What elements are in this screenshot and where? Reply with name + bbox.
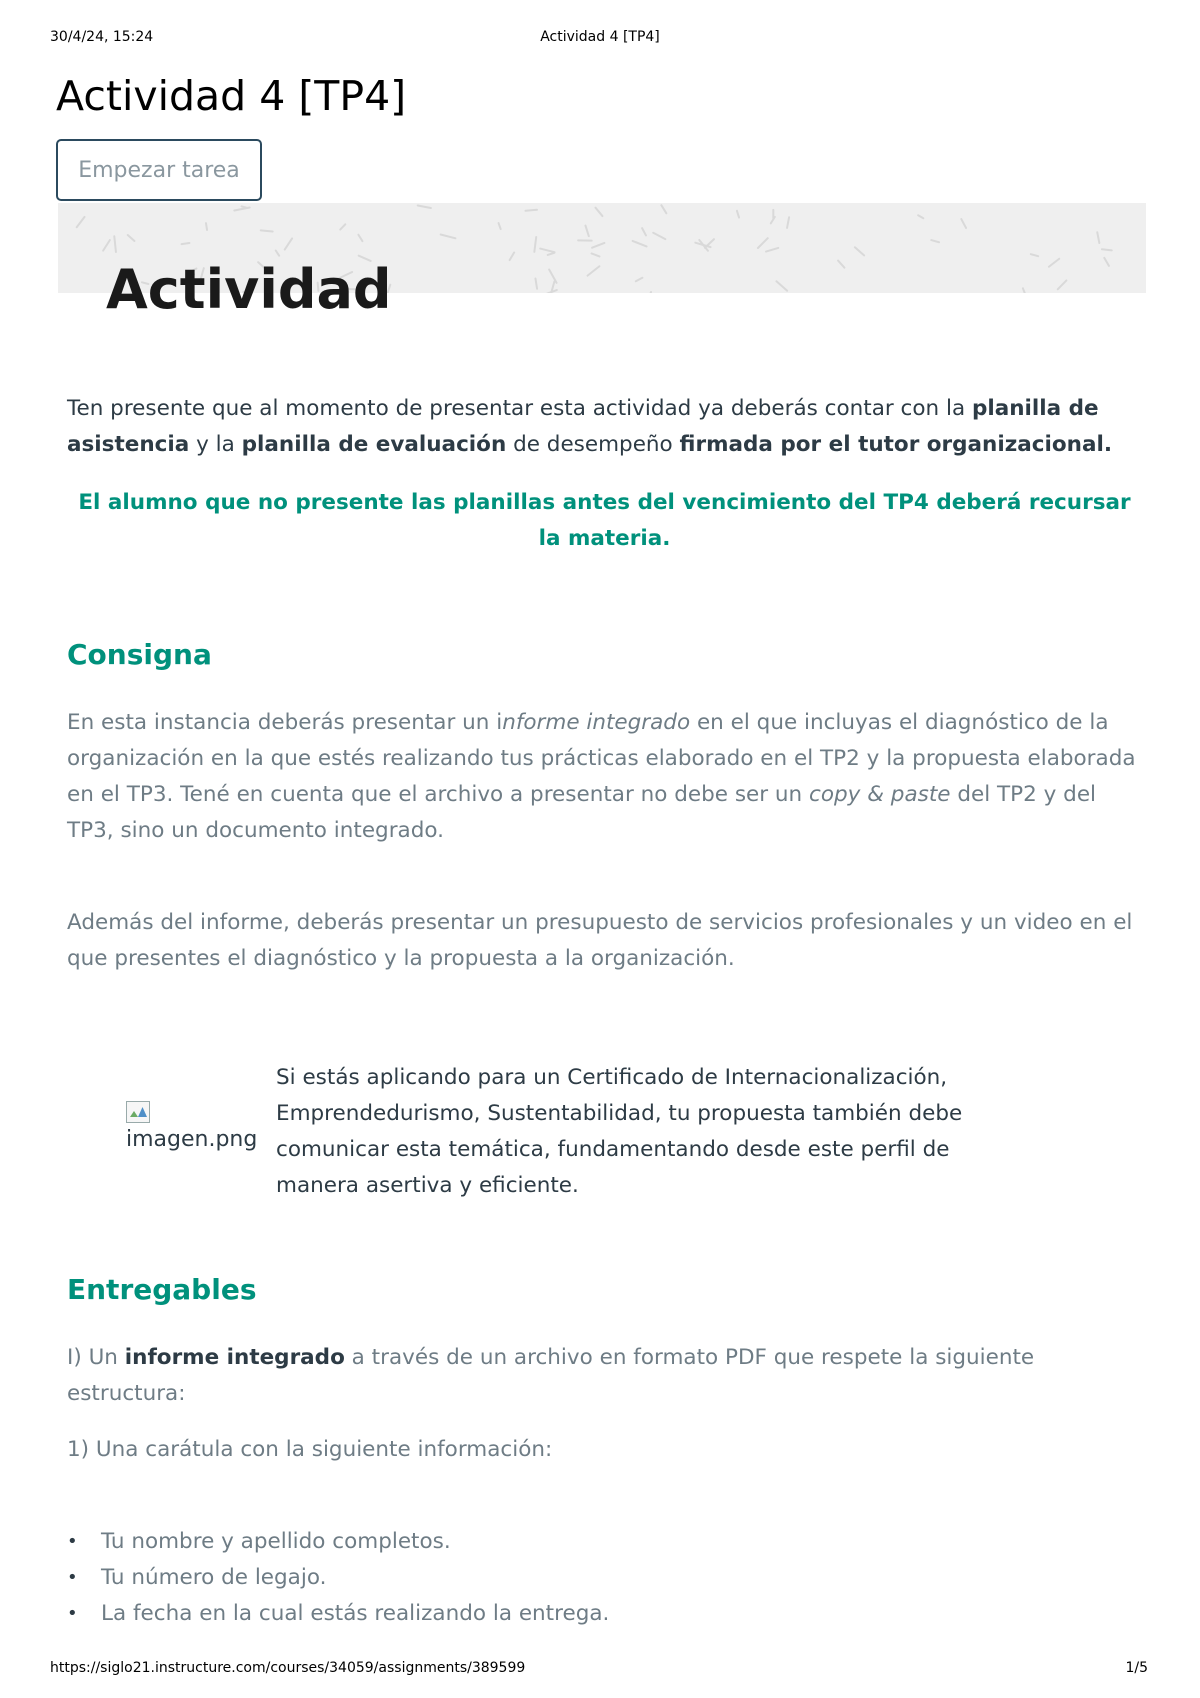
banner-dash (595, 208, 602, 216)
banner-dash (585, 226, 588, 237)
banner-dash (441, 235, 456, 239)
image-alt-text: imagen.png (126, 1127, 258, 1152)
banner-dash (918, 215, 923, 218)
banner-dash (592, 243, 604, 248)
banner-dash (103, 240, 110, 251)
cover-page-requirements-list (67, 1524, 609, 1632)
banner-dash (261, 230, 273, 231)
print-page-number: 1/5 (1125, 1660, 1148, 1676)
entregables-heading: Entregables (67, 1273, 257, 1306)
banner-dash (838, 261, 844, 268)
banner-dash (737, 211, 739, 218)
print-datetime: 30/4/24, 15:24 (50, 29, 154, 45)
banner-dash (766, 248, 778, 252)
broken-image-icon (126, 1101, 150, 1123)
banner-dash (535, 278, 537, 288)
banner-dash (510, 253, 515, 261)
banner-dash (661, 205, 666, 213)
banner-dash (961, 219, 966, 228)
banner-dash (285, 238, 292, 249)
banner-dash (758, 238, 768, 248)
banner-dash (776, 281, 787, 290)
banner-dash (418, 205, 431, 208)
banner-dash (636, 278, 643, 282)
intro-paragraph: Ten presente que al momento de presentar esta actividad ya deberás contar con la planilla de asistencia y la planilla de evaluación de desempeño firmada por el tutor organizacional. (67, 396, 1112, 457)
banner-dash (549, 269, 556, 282)
entregables-paragraph-2: 1) Una carátula con la siguiente información: (67, 1437, 553, 1462)
banner-dash (548, 253, 555, 255)
banner-dash (340, 224, 345, 229)
banner-dash (588, 266, 600, 275)
banner-dash (128, 235, 135, 241)
banner-dash (242, 206, 248, 208)
banner-dash (645, 292, 651, 293)
banner-dash (642, 228, 646, 235)
list-item: • Tu número de legajo. (67, 1560, 609, 1596)
banner-dash (182, 243, 190, 244)
banner-dash (114, 236, 116, 252)
banner-dash (653, 233, 665, 239)
banner-dash (855, 247, 864, 255)
banner-dash (1058, 280, 1067, 289)
banner-dash (1049, 259, 1059, 267)
banner-dash (77, 217, 85, 227)
banner-dash (499, 223, 501, 229)
banner-dash (1097, 232, 1099, 243)
banner-dash (540, 249, 554, 253)
banner-dash (1102, 249, 1112, 250)
consigna-paragraph-2: Además del informe, deberás presentar un presupuesto de servicios profesionales y un video en el que presentes el diagnóstico y la propuesta a la organización. (67, 910, 1133, 971)
warning-notice: El alumno que no presente las planillas antes del vencimiento del TP4 deberá recursar la materia. (78, 490, 1131, 551)
banner-dash (931, 240, 939, 242)
list-item: • Tu nombre y apellido completos. (67, 1524, 609, 1560)
banner-dash (534, 237, 536, 252)
broken-image (126, 1098, 257, 1154)
banner-dash (592, 253, 600, 256)
start-assignment-button[interactable]: Empezar tarea (56, 139, 262, 201)
list-item: • La fecha en la cual estás realizando la entrega. (67, 1596, 609, 1632)
banner-dash (276, 250, 279, 255)
banner-dash (358, 235, 362, 241)
banner-dash (206, 223, 207, 230)
banner-title: Actividad (106, 258, 392, 321)
certificate-note: Si estás aplicando para un Certificado de Internacionalización, Emprendedurismo, Sustentabilidad, tu propuesta también debe comunicar esta temática, fundamentando desde este perfil de manera asertiva y eficiente. (276, 1065, 963, 1198)
print-page-title: Actividad 4 [TP4] (540, 29, 660, 45)
consigna-paragraph-1: En esta instancia deberás presentar un informe integrado en el que incluyas el diagnóstico de la organización en la que estés realizando tus prácticas elaborado en el TP2 y la propuesta elaborada en el TP3. Tené en cuenta que el archivo a presentar no debe ser un copy & paste del TP2 y del TP3, sino un documento integrado. (67, 710, 1136, 843)
consigna-heading: Consigna (67, 638, 212, 671)
banner-dash (1104, 258, 1109, 266)
print-url: https://siglo21.instructure.com/courses/34059/assignments/389599 (50, 1660, 526, 1676)
page-title: Actividad 4 [TP4] (56, 72, 407, 120)
banner-dash (525, 210, 537, 211)
entregables-paragraph-1: I) Un informe integrado a través de un archivo en formato PDF que respete la siguiente estructura: (67, 1345, 1035, 1406)
banner-dash (633, 241, 647, 247)
banner-dash (1023, 288, 1029, 293)
banner-dash (787, 217, 789, 228)
banner-dash (1031, 254, 1038, 256)
